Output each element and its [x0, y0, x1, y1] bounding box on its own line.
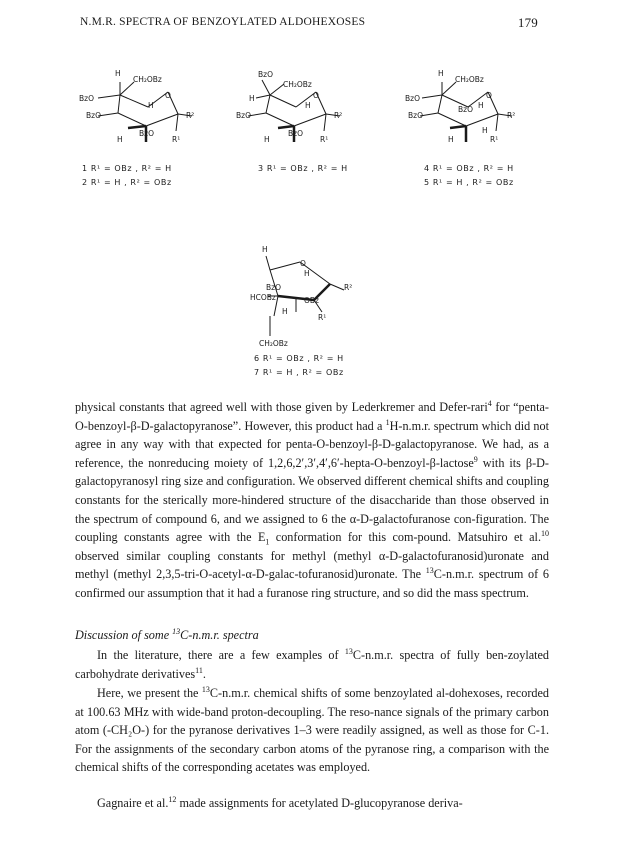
structure-atom-label: H — [448, 135, 454, 144]
paragraph-results: physical constants that agreed well with those given by Lederkremer and Defer-rari$^4$ for “penta-O-benzoyl-β-D-galactopyranose”. However, this product had a $^1$H-n.m.r. spectrum which did not agree in any way with that expected for penta-O-benzoyl-β-D-galactopyranose. We had, as a reference, the nonreducing moiety of 1,2,6,2′,3′,4′,6′-hepta-O-benzoyl-β-lactose$^9$ with its β-D-galactopyranosyl ring size and configuration. We observed different chemical shifts and coupling constants for the sterically more-hindered structure of the disaccharide than those observed in the spectrum of compound 6, and we assigned to 6 the α-D-galactofuranose con-figuration. The coupling constants agree with the $E_1$ conformation for this com-pound. Matsuhiro et al.$^{10}$ observed similar coupling constants for methyl (methyl α-D-galactofuranosid)uronate and methyl (methyl 2,3,5-tri-O-acetyl-α-D-galac-tofuranosid)uronate. The $^{13}$C-n.m.r. spectrum of 6 confirmed our assumption that it had a furanose ring structure, and so did the mass spectrum. — [75, 398, 549, 600]
structure-atom-label: H — [438, 69, 444, 78]
structure-atom-label: R² — [186, 111, 195, 120]
structure-atom-label: CH₂OBz — [133, 75, 162, 84]
paragraph-literature: In the literature, there are a few examples of $^{13}$C-n.m.r. spectra of fully ben-zoylated carbohydrate derivatives$^{11}$. — [75, 646, 550, 681]
structure-atom-label: BzO — [408, 111, 423, 120]
structure-atom-label: H — [117, 135, 123, 144]
structure-atom-label: H — [262, 245, 268, 254]
caption-compound-3: 3 R¹ = OBz , R² = H — [258, 164, 348, 173]
structure-atom-label: H — [282, 307, 288, 316]
caption-compound-6: 6 R¹ = OBz , R² = H — [254, 354, 344, 363]
structure-atom-label: R¹ — [318, 313, 327, 322]
structure-atom-label: R¹ — [320, 135, 329, 144]
structure-1-2-labels — [79, 69, 194, 144]
structure-atom-label: H — [482, 126, 488, 135]
structures-figure — [0, 0, 624, 390]
structure-atom-label: H — [305, 101, 311, 110]
structure-atom-label: R¹ — [172, 135, 181, 144]
paragraph-gagnaire: Gagnaire et al.$^{12}$ made assignments for acetylated D-glucopyranose deriva- — [97, 794, 463, 810]
caption-compound-1: 1 R¹ = OBz , R² = H — [82, 164, 172, 173]
structure-atom-label: BzO — [86, 111, 101, 120]
structures-drawing — [0, 0, 624, 390]
paragraph-present: Here, we present the $^{13}$C-n.m.r. chemical shifts of some benzoylated al-dohexoses, recorded at 100.63 MHz with wide-band proton-decoupling. The reso-nance signals of the primary carbon atom (-CH₂O-) for the pyranose derivatives 1–3 were readily assigned, as well as those for C-1. For the assignments of the secondary carbon atoms of the pyranose ring, a comparison with the chemical shifts of the corresponding acetates was employed. — [75, 684, 549, 775]
structure-atom-label: OBz — [304, 296, 319, 305]
structure-atom-label: BzO — [458, 105, 473, 114]
structure-atom-label: BzO — [258, 70, 273, 79]
structure-atom-label: H — [478, 101, 484, 110]
structure-atom-label: R¹ — [490, 135, 499, 144]
page-number: 179 — [517, 15, 538, 30]
caption-compound-7: 7 R¹ = H , R² = OBz — [254, 368, 344, 377]
running-title: N.M.R. SPECTRA OF BENZOYLATED ALDOHEXOSES — [80, 16, 366, 28]
structure-atom-label: R² — [344, 283, 353, 292]
structure-atom-label: BzO — [79, 94, 94, 103]
structure-atom-label: O — [165, 91, 171, 100]
structure-atom-label: CH₂OBz — [455, 75, 484, 84]
structure-atom-label: O — [486, 91, 492, 100]
structure-atom-label: BzO — [236, 111, 251, 120]
structure-atom-label: H — [115, 69, 121, 78]
structure-atom-label: CH₂OBz — [259, 339, 288, 348]
caption-compound-5: 5 R¹ = H , R² = OBz — [424, 178, 514, 187]
caption-compound-2: 2 R¹ = H , R² = OBz — [82, 178, 172, 187]
structure-atom-label: CH₂OBz — [283, 80, 312, 89]
structure-atom-label: BzO — [288, 129, 303, 138]
structure-atom-label: O — [313, 91, 319, 100]
structure-atom-label: O — [300, 259, 306, 268]
section-heading: Discussion of some $^{13}$C-n.m.r. spectra — [75, 626, 259, 642]
structure-atom-label: BzO — [405, 94, 420, 103]
structure-atom-label: H — [249, 94, 255, 103]
structure-atom-label: BzO — [139, 129, 154, 138]
structure-atom-label: H — [304, 269, 310, 278]
caption-compound-4: 4 R¹ = OBz , R² = H — [424, 164, 514, 173]
structure-4-5-labels — [405, 69, 515, 144]
structure-3-labels — [236, 70, 342, 144]
structure-atom-label: H — [148, 101, 154, 110]
structure-atom-label: BzO — [266, 283, 281, 292]
structure-atom-label: R² — [507, 111, 516, 120]
structure-atom-label: H — [264, 135, 270, 144]
structure-atom-label: R² — [334, 111, 343, 120]
structure-6-7-labels — [250, 245, 352, 348]
structure-atom-label: HCOBz — [250, 293, 276, 302]
